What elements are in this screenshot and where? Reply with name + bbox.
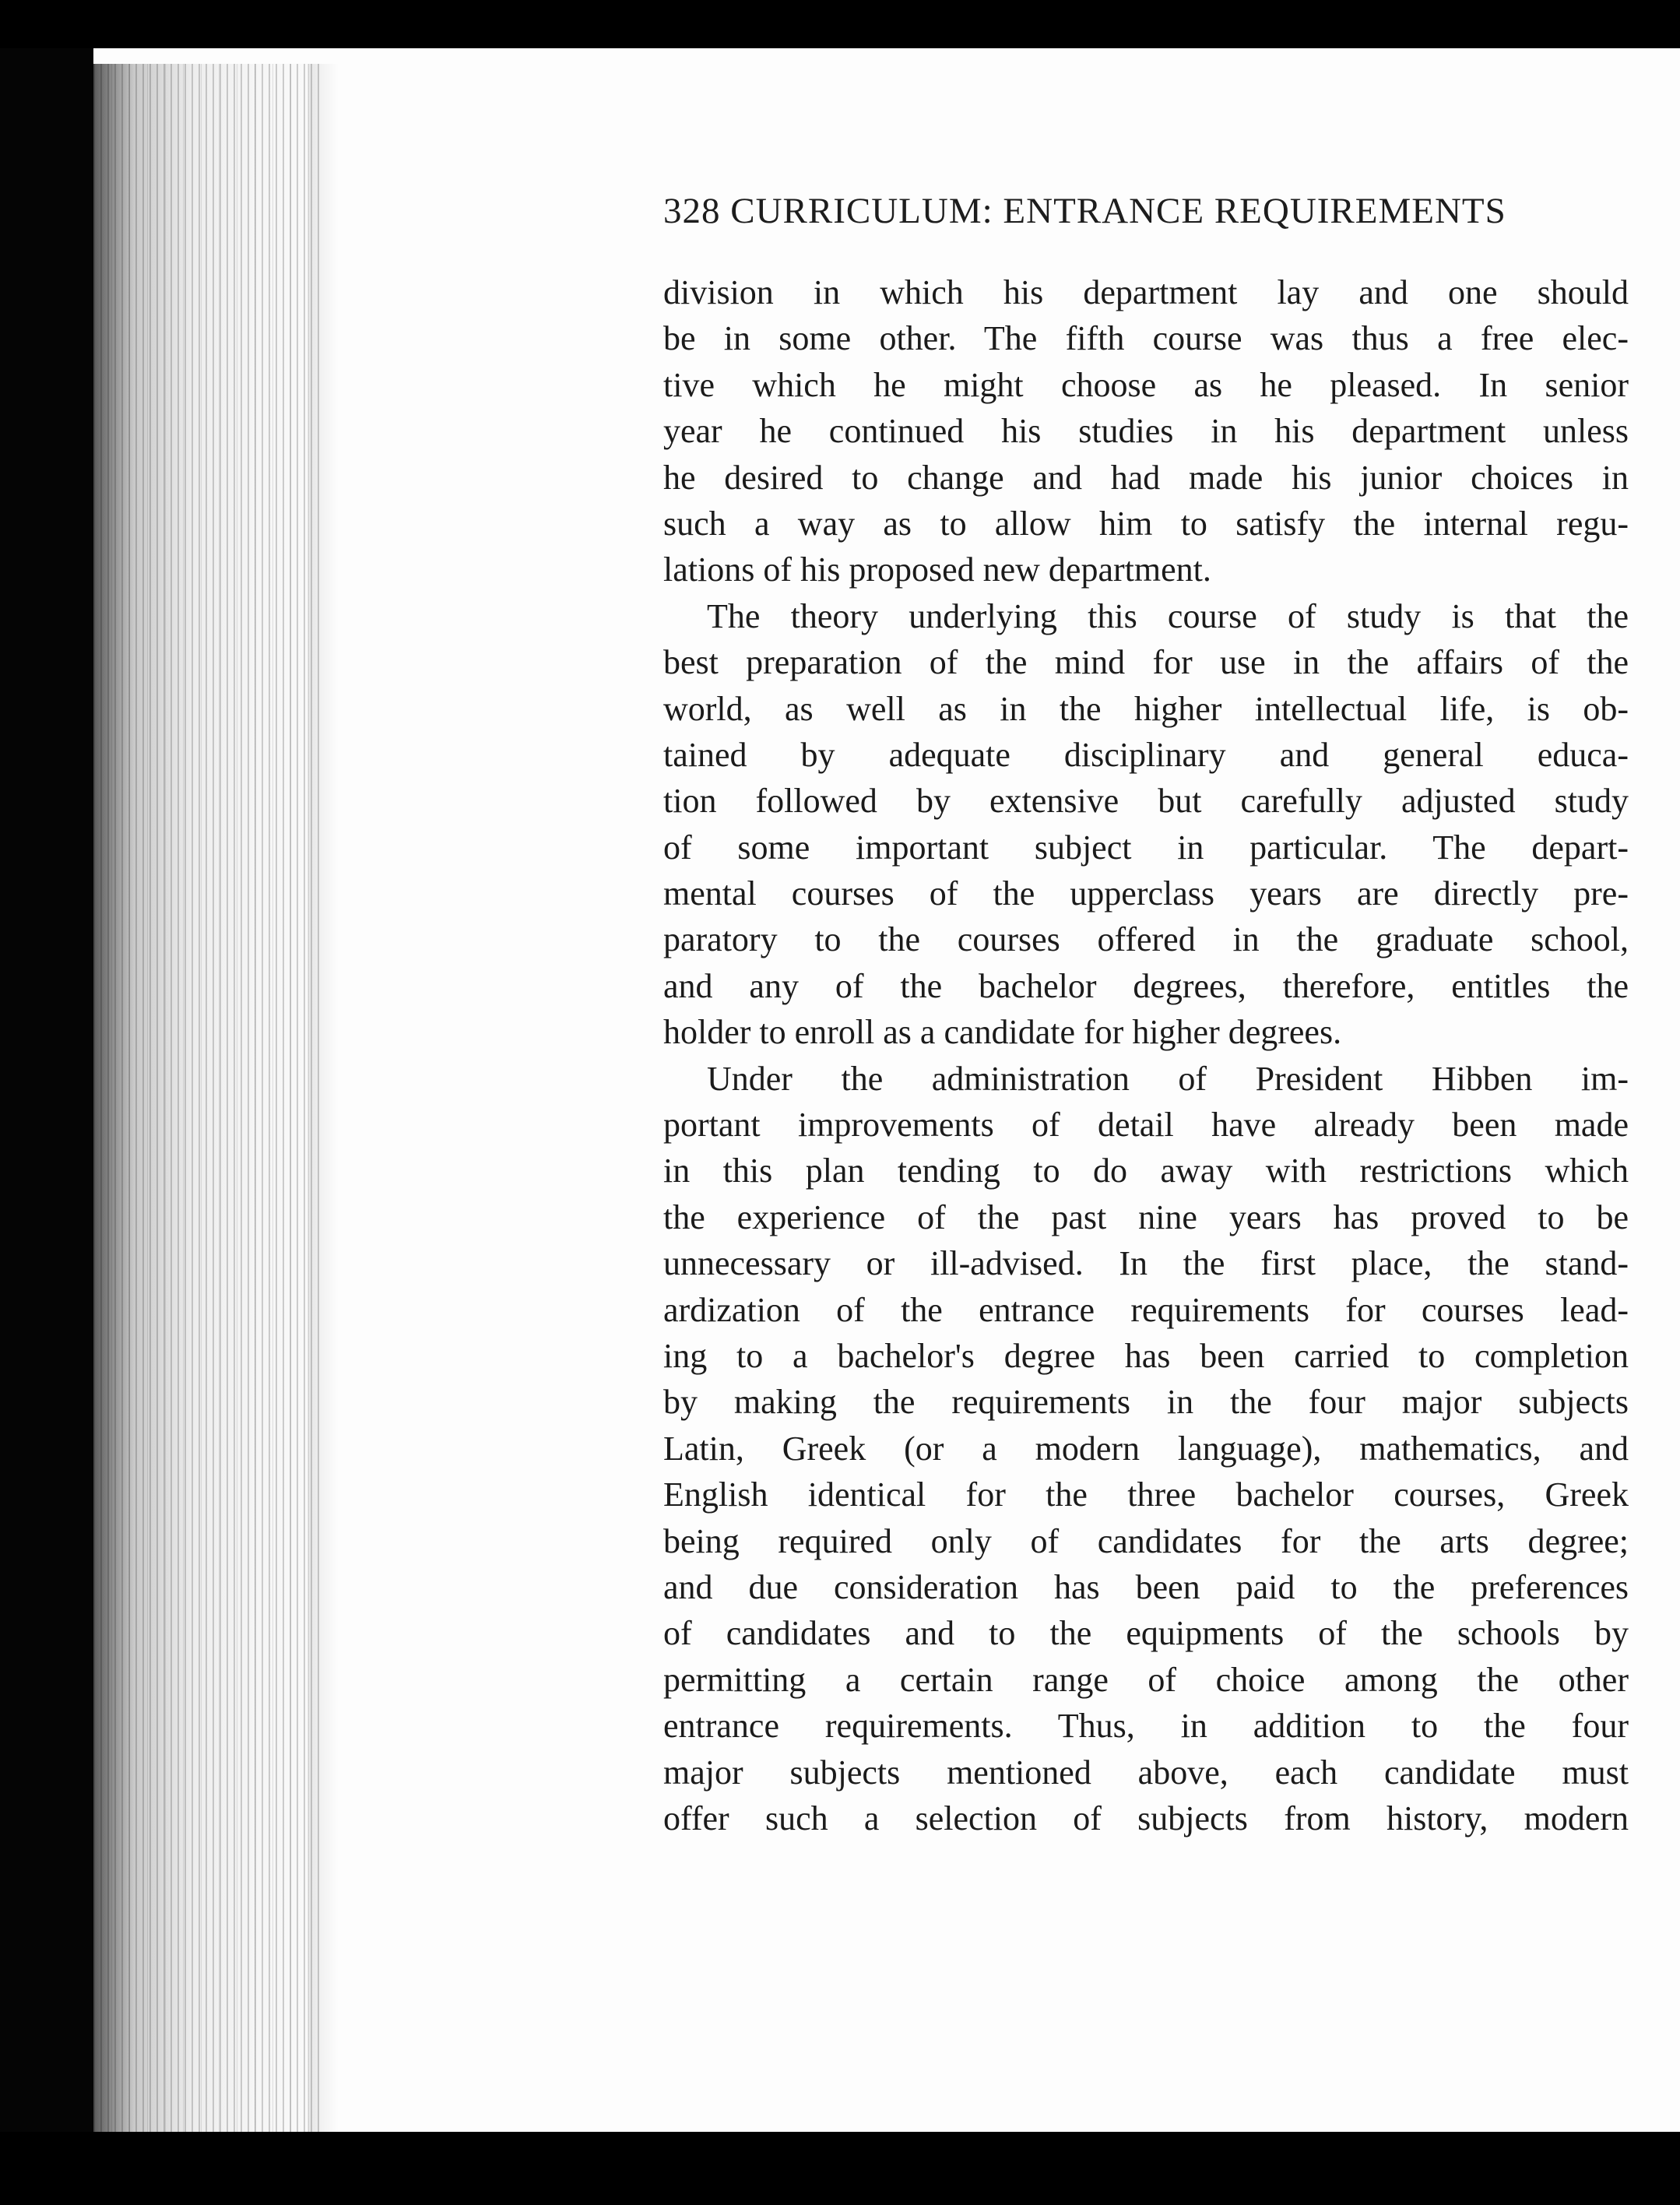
text-line: ing to a bachelor's degree has been carried to completion — [663, 1336, 1629, 1375]
text-line: of some important subject in particular. The depart- — [663, 828, 1629, 867]
body-text — [663, 269, 1629, 1841]
text-line: mental courses of the upperclass years are directly pre- — [663, 874, 1629, 913]
text-line: best preparation of the mind for use in the affairs of the — [663, 643, 1629, 682]
text-line: Latin, Greek (or a modern language), mathematics, and — [663, 1429, 1629, 1468]
scan-bottom-border — [0, 2132, 1680, 2205]
gutter-shadow — [308, 64, 339, 2132]
text-line: entrance requirements. Thus, in addition to the four — [663, 1707, 1629, 1746]
text-line: world, as well as in the higher intellectual life, is ob- — [663, 689, 1629, 728]
text-line: being required only of candidates for the arts degree; — [663, 1521, 1629, 1560]
paragraph-first-line: Under the administration of President Hibben im- — [707, 1059, 1629, 1098]
text-line: year he continued his studies in his department unless — [663, 412, 1629, 451]
paragraph-first-line: The theory underlying this course of study is that the — [707, 596, 1629, 635]
text-line: division in which his department lay and one should — [663, 273, 1629, 311]
text-line: lations of his proposed new department. — [663, 550, 1211, 589]
text-line: and due consideration has been paid to the preferences — [663, 1567, 1629, 1606]
text-line: portant improvements of detail have already been made — [663, 1106, 1629, 1145]
text-line: tained by adequate disciplinary and general educa- — [663, 735, 1629, 774]
text-line: tion followed by extensive but carefully adjusted study — [663, 782, 1629, 821]
text-line: ardization of the entrance requirements for courses lead- — [663, 1290, 1629, 1329]
text-line: holder to enroll as a candidate for higher degrees. — [663, 1013, 1342, 1052]
text-line: tive which he might choose as he pleased. In senior — [663, 365, 1629, 404]
scan-left-margin — [0, 0, 93, 2205]
text-line: of candidates and to the equipments of the schools by — [663, 1614, 1629, 1653]
text-line: such a way as to allow him to satisfy the internal regu- — [663, 504, 1629, 543]
text-line: he desired to change and had made his junior choices in — [663, 458, 1629, 497]
running-head: 328 CURRICULUM: ENTRANCE REQUIREMENTS — [663, 191, 1506, 231]
text-line: permitting a certain range of choice among the other — [663, 1660, 1629, 1699]
page-fore-edge — [93, 64, 319, 2132]
text-line: offer such a selection of subjects from history, modern — [663, 1799, 1629, 1838]
text-line: unnecessary or ill-advised. In the first place, the stand- — [663, 1244, 1629, 1283]
text-line: by making the requirements in the four major subjects — [663, 1383, 1629, 1422]
text-line: be in some other. The fifth course was thus a free elec- — [663, 319, 1629, 358]
text-line: and any of the bachelor degrees, therefore, entitles the — [663, 966, 1629, 1005]
text-line: paratory to the courses offered in the graduate school, — [663, 920, 1629, 959]
text-line: in this plan tending to do away with restrictions which — [663, 1152, 1629, 1190]
text-line: major subjects mentioned above, each candidate must — [663, 1753, 1629, 1792]
scan-top-border — [0, 0, 1680, 48]
text-line: the experience of the past nine years has proved to be — [663, 1197, 1629, 1236]
text-line: English identical for the three bachelor courses, Greek — [663, 1475, 1629, 1514]
